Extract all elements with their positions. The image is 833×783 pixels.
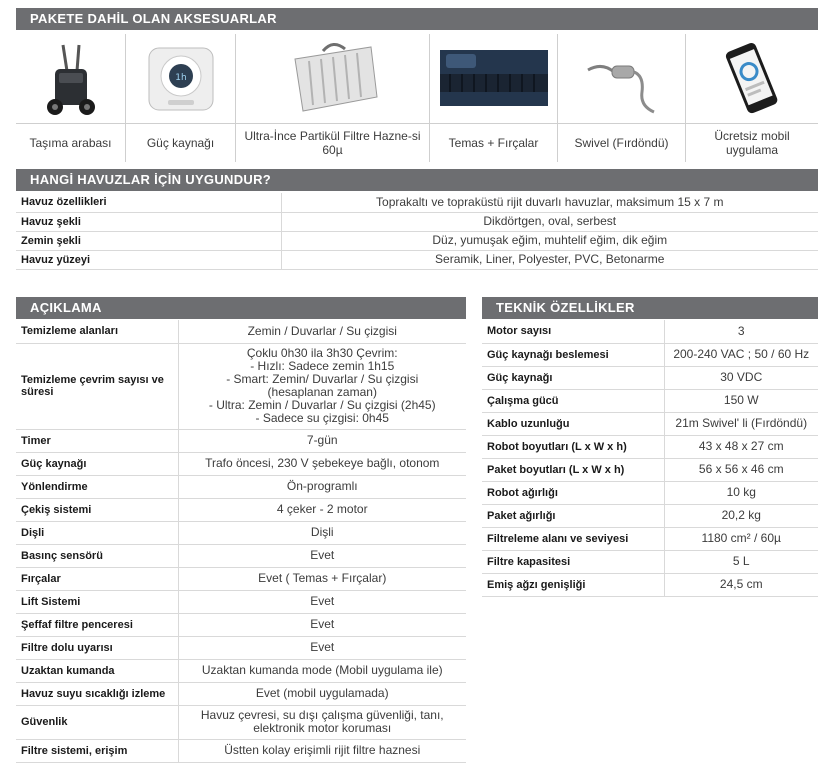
row-key: Havuz yüzeyi xyxy=(16,250,281,269)
table-row xyxy=(16,475,466,498)
row-key: Fırçalar xyxy=(16,567,178,590)
row-value: 30 VDC xyxy=(664,366,818,389)
value-line: - Sadece su çizgisi: 0h45 xyxy=(255,411,389,425)
table-row xyxy=(482,389,818,412)
value-line: Havuz çevresi, su dışı çalışma güvenliği, tanı, xyxy=(200,708,444,722)
description-table xyxy=(16,320,466,763)
table-row xyxy=(16,212,818,231)
value-line: (hesaplanan zaman) xyxy=(267,385,377,399)
row-value xyxy=(178,705,466,739)
table-row xyxy=(16,452,466,475)
row-value: Üstten kolay erişimli rijit filtre haznesi xyxy=(178,739,466,762)
accessory-filter-basket xyxy=(236,34,430,162)
row-value: Ön-programlı xyxy=(178,475,466,498)
trolley-image xyxy=(16,34,125,124)
row-value xyxy=(178,343,466,429)
mobile-app-image xyxy=(686,34,818,124)
row-key: Emiş ağzı genişliği xyxy=(482,573,664,596)
table-row xyxy=(482,481,818,504)
row-value: 200-240 VAC ; 50 / 60 Hz xyxy=(664,343,818,366)
accessory-label: Temas + Fırçalar xyxy=(448,136,539,150)
row-value: 10 kg xyxy=(664,481,818,504)
row-key: Filtre kapasitesi xyxy=(482,550,664,573)
row-key: Basınç sensörü xyxy=(16,544,178,567)
table-row xyxy=(16,567,466,590)
table-row xyxy=(16,613,466,636)
row-value: Evet ( Temas + Fırçalar) xyxy=(178,567,466,590)
row-value: Dişli xyxy=(178,521,466,544)
table-row xyxy=(16,320,466,343)
table-row xyxy=(16,659,466,682)
filter-basket-image xyxy=(236,34,429,124)
row-key: Güç kaynağı beslemesi xyxy=(482,343,664,366)
row-key: Çekiş sistemi xyxy=(16,498,178,521)
row-key: Havuz suyu sıcaklığı izleme xyxy=(16,682,178,705)
value-line: - Ultra: Zemin / Duvarlar / Su çizgisi (2h45) xyxy=(208,398,436,412)
row-key: Temizleme çevrim sayısı ve süresi xyxy=(16,343,178,429)
table-row xyxy=(16,250,818,269)
table-row xyxy=(16,682,466,705)
accessory-label: Ücretsiz mobil uygulama xyxy=(714,129,790,157)
row-key: Uzaktan kumanda xyxy=(16,659,178,682)
table-row xyxy=(482,412,818,435)
swivel-cable-image xyxy=(558,34,685,124)
row-key: Robot ağırlığı xyxy=(482,481,664,504)
row-key: Havuz özellikleri xyxy=(16,193,281,212)
accessory-trolley xyxy=(16,34,126,162)
brushes-image xyxy=(430,34,557,124)
table-row xyxy=(16,498,466,521)
row-value: Toprakaltı ve topraküstü rijit duvarlı havuzlar, maksimum 15 x 7 m xyxy=(281,193,818,212)
table-row xyxy=(16,636,466,659)
row-key: Motor sayısı xyxy=(482,320,664,343)
row-key: Yönlendirme xyxy=(16,475,178,498)
accessory-label: Ultra-İnce Partikül Filtre Hazne-si 60µ xyxy=(244,129,421,157)
row-key: Filtre sistemi, erişim xyxy=(16,739,178,762)
row-value: Evet (mobil uygulamada) xyxy=(178,682,466,705)
row-value: Uzaktan kumanda mode (Mobil uygulama ile) xyxy=(178,659,466,682)
row-value: 56 x 56 x 46 cm xyxy=(664,458,818,481)
table-row xyxy=(16,544,466,567)
row-key: Timer xyxy=(16,429,178,452)
value-line: Çoklu 0h30 ila 3h30 Çevrim: xyxy=(246,346,398,360)
accessory-mobile-app xyxy=(686,34,818,162)
row-key: Paket boyutları (L x W x h) xyxy=(482,458,664,481)
accessory-brushes xyxy=(430,34,558,162)
row-key: Dişli xyxy=(16,521,178,544)
table-row xyxy=(482,550,818,573)
table-row xyxy=(16,590,466,613)
accessory-label: Taşıma arabası xyxy=(29,136,112,150)
row-value: 7-gün xyxy=(178,429,466,452)
row-value: Dikdörtgen, oval, serbest xyxy=(281,212,818,231)
row-key: Kablo uzunluğu xyxy=(482,412,664,435)
row-key: Güvenlik xyxy=(16,705,178,739)
row-value: 21m Swivel' li (Fırdöndü) xyxy=(664,412,818,435)
row-value: Evet xyxy=(178,613,466,636)
table-row xyxy=(16,343,466,429)
accessories-row xyxy=(16,34,818,162)
description-header: AÇIKLAMA xyxy=(16,297,466,319)
value-line: elektronik motor koruması xyxy=(253,721,392,735)
table-row xyxy=(16,231,818,250)
table-row xyxy=(482,573,818,596)
row-key: Çalışma gücü xyxy=(482,389,664,412)
table-row xyxy=(482,527,818,550)
table-row xyxy=(16,429,466,452)
row-value: 43 x 48 x 27 cm xyxy=(664,435,818,458)
value-line: - Smart: Zemin/ Duvarlar / Su çizgisi xyxy=(226,372,419,386)
tech-table xyxy=(482,320,818,597)
table-row xyxy=(482,343,818,366)
row-key: Şeffaf filtre penceresi xyxy=(16,613,178,636)
table-row xyxy=(16,705,466,739)
row-value: Evet xyxy=(178,636,466,659)
table-row xyxy=(482,320,818,343)
row-key: Filtreleme alanı ve seviyesi xyxy=(482,527,664,550)
table-row xyxy=(16,739,466,762)
row-key: Filtre dolu uyarısı xyxy=(16,636,178,659)
row-key: Zemin şekli xyxy=(16,231,281,250)
row-key: Havuz şekli xyxy=(16,212,281,231)
row-value: 1180 cm² / 60µ xyxy=(664,527,818,550)
pools-header: HANGİ HAVUZLAR İÇİN UYGUNDUR? xyxy=(16,169,818,191)
tech-header: TEKNİK ÖZELLİKLER xyxy=(482,297,818,319)
row-value: 3 xyxy=(664,320,818,343)
row-key: Güç kaynağı xyxy=(482,366,664,389)
accessory-power-supply xyxy=(126,34,236,162)
row-value: 20,2 kg xyxy=(664,504,818,527)
row-value: 5 L xyxy=(664,550,818,573)
row-value: Evet xyxy=(178,590,466,613)
value-line: - Hızlı: Sadece zemin 1h15 xyxy=(250,359,395,373)
row-value: 24,5 cm xyxy=(664,573,818,596)
pools-table xyxy=(16,193,818,270)
accessories-header: PAKETE DAHİL OLAN AKSESUARLAR xyxy=(16,8,818,30)
table-row xyxy=(482,458,818,481)
row-key: Robot boyutları (L x W x h) xyxy=(482,435,664,458)
row-key: Güç kaynağı xyxy=(16,452,178,475)
row-value: 150 W xyxy=(664,389,818,412)
row-value: Düz, yumuşak eğim, muhtelif eğim, dik eğim xyxy=(281,231,818,250)
table-row xyxy=(16,521,466,544)
table-row xyxy=(16,193,818,212)
row-value: Evet xyxy=(178,544,466,567)
row-value: Trafo öncesi, 230 V şebekeye bağlı, otonom xyxy=(178,452,466,475)
row-value: Seramik, Liner, Polyester, PVC, Betonarme xyxy=(281,250,818,269)
table-row xyxy=(482,504,818,527)
accessory-label: Swivel (Fırdöndü) xyxy=(574,136,669,150)
table-row xyxy=(482,366,818,389)
row-key: Lift Sistemi xyxy=(16,590,178,613)
row-key: Temizleme alanları xyxy=(16,320,178,343)
accessory-label: Güç kaynağı xyxy=(146,136,215,150)
row-value: 4 çeker - 2 motor xyxy=(178,498,466,521)
table-row xyxy=(482,435,818,458)
svg-text:1h: 1h xyxy=(174,72,187,83)
row-key: Paket ağırlığı xyxy=(482,504,664,527)
power-supply-image xyxy=(126,34,235,124)
row-value: Zemin / Duvarlar / Su çizgisi xyxy=(178,320,466,343)
accessory-swivel xyxy=(558,34,686,162)
